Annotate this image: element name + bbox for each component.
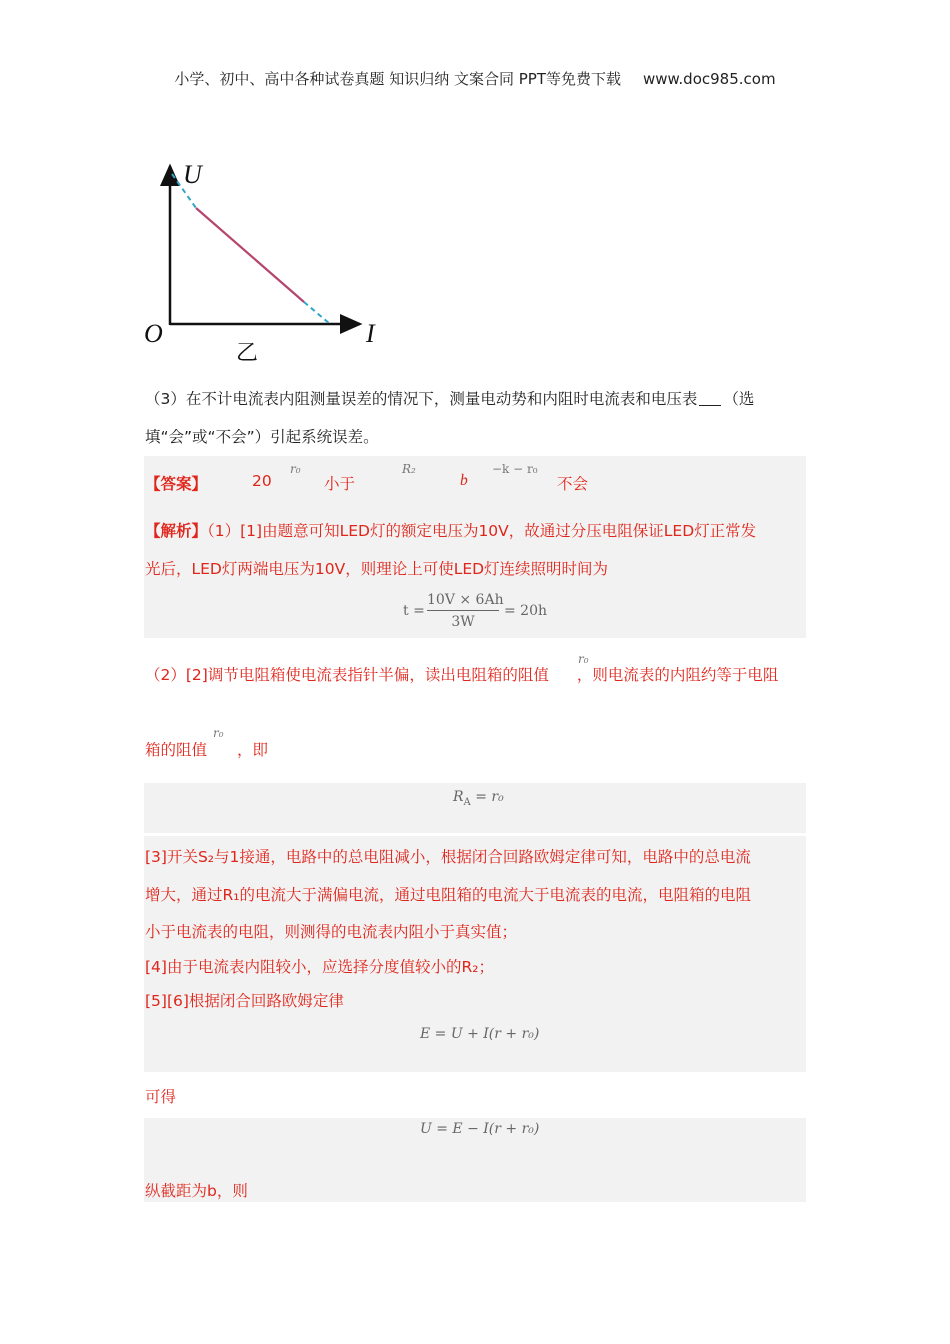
r0-symbol-2: r₀ — [213, 726, 224, 740]
question-3 — [145, 380, 805, 456]
analysis-line-2: 光后，LED灯两端电压为10V，则理论上可使LED灯连续照明时间为 — [145, 560, 609, 578]
answer-5: b — [460, 472, 468, 489]
analysis-part-1 — [145, 512, 805, 588]
fraction-bar — [427, 610, 499, 611]
x-axis-label: I — [366, 319, 375, 348]
formula-emf: E = U + I(r + r₀) — [420, 1026, 540, 1042]
analysis-line-1: 【解析】（1）[1]由题意可知LED灯的额定电压为10V，故通过分压电阻保证LED灯正常发 — [145, 522, 757, 540]
analysis-label: 【解析】 — [145, 522, 208, 540]
analysis-5: [5][6]根据闭合回路欧姆定律 — [145, 992, 344, 1010]
formula-time-denominator: 3W — [451, 614, 475, 630]
answer-2: r₀ — [290, 462, 301, 476]
formula-time-numerator: 10V × 6Ah — [427, 592, 504, 608]
formula-time-lhs: t = — [403, 603, 425, 619]
page-header — [0, 68, 950, 89]
analysis-part-2-line-1: （2）[2]调节电阻箱使电流表指针半偏，读出电阻箱的阻值 ，则电流表的内阻约等于电阻 — [145, 666, 779, 684]
answer-3: 小于 — [324, 475, 356, 493]
analysis-3-line-2: 增大，通过R₁的电流大于满偏电流，通过电阻箱的电流大于电流表的电流，电阻箱的电阻 — [145, 886, 751, 904]
header-text: 小学、初中、高中各种试卷真题 知识归纳 文案合同 PPT等免费下载 — [174, 70, 621, 88]
formula-time-rhs: = 20h — [504, 603, 548, 619]
answer-6: −k − r₀ — [492, 462, 538, 476]
formula-u: U = E − I(r + r₀) — [420, 1121, 540, 1137]
data-line — [196, 208, 304, 302]
answer-1: 20 — [252, 472, 272, 490]
y-axis-label: U — [183, 160, 202, 189]
u-i-graph — [138, 150, 398, 370]
analysis-part-3 — [145, 838, 805, 1018]
header-site-link[interactable]: www.doc985.com — [642, 70, 776, 88]
answer-7: 不会 — [557, 475, 589, 493]
question-3-line-1: （3）在不计电流表内阻测量误差的情况下，测量电动势和内阻时电流表和电压表 （选 — [145, 390, 755, 408]
answer-4: R₂ — [402, 462, 416, 476]
analysis-3-line-3: 小于电流表的电阻，则测得的电流表内阻小于真实值； — [145, 923, 518, 941]
figure-caption: 乙 — [236, 341, 259, 366]
formula-ra: $R_A = r_0$ — [453, 789, 504, 808]
question-3-line-2: 填“会”或“不会”）引起系统误差。 — [145, 428, 379, 446]
analysis-6: 可得 — [145, 1088, 177, 1106]
origin-label: O — [144, 319, 163, 348]
analysis-7: 纵截距为b，则 — [145, 1182, 248, 1200]
answer-blank[interactable] — [699, 389, 721, 406]
analysis-4: [4]由于电流表内阻较小，应选择分度值较小的R₂； — [145, 958, 494, 976]
dashed-extension-bottom — [304, 302, 330, 324]
answer-label: 【答案】 — [145, 475, 208, 493]
r0-symbol-1: r₀ — [578, 652, 589, 666]
analysis-3-line-1: [3]开关S₂与1接通，电路中的总电阻减小，根据闭合回路欧姆定律可知，电路中的总电流 — [145, 848, 751, 866]
analysis-part-2-line-2: 箱的阻值 ，即 — [145, 741, 269, 759]
